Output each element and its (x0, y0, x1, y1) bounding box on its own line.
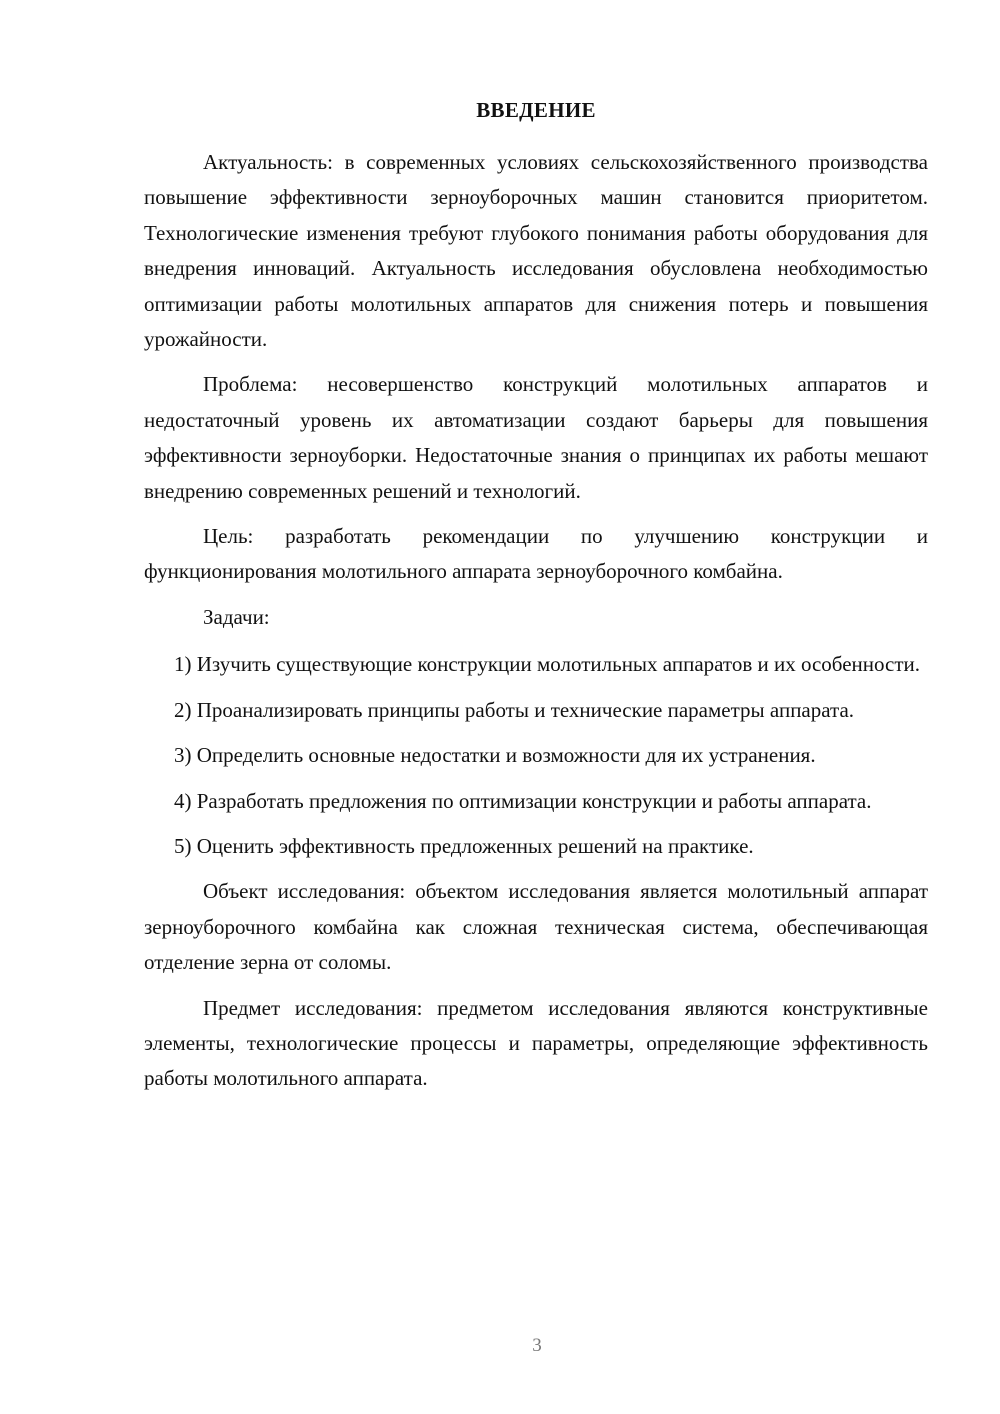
page-title: ВВЕДЕНИЕ (476, 98, 596, 122)
page-content (144, 95, 928, 1107)
tasks-label: Задачи: (203, 604, 270, 629)
task-item: 5) Оценить эффективность предложенных решений на практике. (174, 833, 754, 858)
task-item: 4) Разработать предложения по оптимизации конструкции и работы аппарата. (174, 788, 872, 813)
object-paragraph: Объект исследования: объектом исследования является молотильный аппарат зерноуборочного комбайна как сложная техническая система, обеспечивающая отделение зерна от соломы. (144, 879, 928, 975)
task-item: 2) Проанализировать принципы работы и технические параметры аппарата. (174, 697, 855, 722)
relevance-paragraph: Актуальность: в современных условиях сельскохозяйственного производства повышение эффективности зерноуборочных машин становится приоритетом. Технологические изменения требуют глубокого понимания работы оборудования для внедрения инноваций. Актуальность исследования обусловлена необходимостью оптимизации работы молотильных аппаратов для снижения потерь и повышения урожайности. (144, 150, 928, 352)
task-item: 1) Изучить существующие конструкции молотильных аппаратов и их особенности. (174, 652, 921, 677)
goal-paragraph: Цель: разработать рекомендации по улучшению конструкции и функционирования молотильного аппарата зерноуборочного комбайна. (144, 524, 928, 584)
task-item: 3) Определить основные недостатки и возможности для их устранения. (174, 743, 816, 768)
page-number: 3 (532, 1335, 542, 1356)
subject-paragraph: Предмет исследования: предметом исследования являются конструктивные элементы, технологические процессы и параметры, определяющие эффективность работы молотильного аппарата. (144, 995, 928, 1091)
problem-paragraph: Проблема: несовершенство конструкций молотильных аппаратов и недостаточный уровень их автоматизации создают барьеры для повышения эффективности зерноуборки. Недостаточные знания о принципах их работы мешают внедрению современных решений и технологий. (144, 372, 928, 503)
